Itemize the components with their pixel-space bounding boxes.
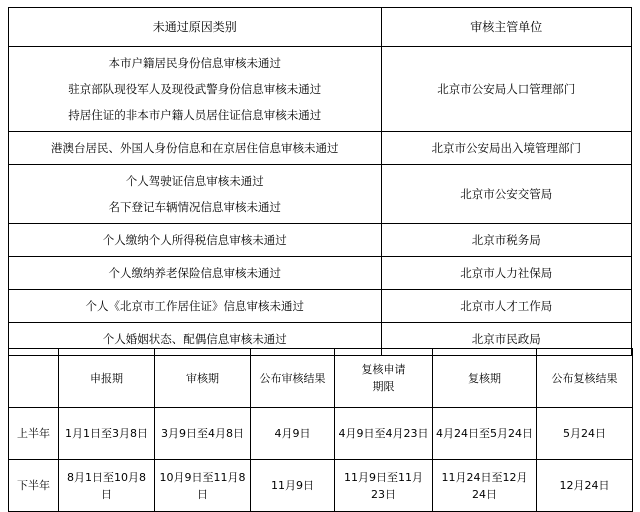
header-period (9, 349, 59, 408)
header-publish-review-result: 公布审核结果 (251, 349, 335, 408)
dept-cell: 北京市税务局 (381, 224, 631, 257)
row-label: 上半年 (9, 408, 59, 460)
cell-publish-recheck-result: 5月24日 (537, 408, 633, 460)
header-application-period: 申报期 (59, 349, 155, 408)
header-reason-category: 未通过原因类别 (9, 8, 382, 47)
cell-recheck-period: 4月24日至5月24日 (433, 408, 537, 460)
header-recheck-period: 复核期 (433, 349, 537, 408)
reason-line: 个人驾驶证信息审核未通过 (125, 174, 264, 188)
cell-recheck-period: 11月24日至12月24日 (433, 460, 537, 512)
reason-line: 驻京部队现役军人及现役武警身份信息审核未通过 (68, 82, 322, 96)
cell-publish-review-result: 4月9日 (251, 408, 335, 460)
reason-line: 个人缴纳养老保险信息审核未通过 (108, 266, 282, 280)
row-label: 下半年 (9, 460, 59, 512)
cell-application-period: 8月1日至10月8日 (59, 460, 155, 512)
reason-line: 名下登记车辆情况信息审核未通过 (108, 200, 282, 214)
reason-cell (9, 165, 382, 224)
reason-line: 本市户籍居民身份信息审核未通过 (108, 56, 282, 70)
cell-recheck-application-deadline: 4月9日至4月23日 (335, 408, 433, 460)
header-review-period: 审核期 (155, 349, 251, 408)
cell-review-period: 3月9日至4月8日 (155, 408, 251, 460)
reason-cell (9, 257, 382, 290)
table-row (9, 290, 632, 323)
table-row (9, 47, 632, 132)
audit-reasons-table (8, 7, 632, 356)
dept-cell: 北京市公安局人口管理部门 (381, 47, 631, 132)
cell-publish-review-result: 11月9日 (251, 460, 335, 512)
table-row (9, 224, 632, 257)
header-publish-recheck-result: 公布复核结果 (537, 349, 633, 408)
reason-line: 个人缴纳个人所得税信息审核未通过 (102, 233, 287, 247)
dept-cell: 北京市公安交管局 (381, 165, 631, 224)
dept-cell: 北京市人才工作局 (381, 290, 631, 323)
header-line: 期限 (372, 380, 395, 393)
reason-line: 个人婚姻状态、配偶信息审核未通过 (102, 332, 287, 346)
table-row (9, 165, 632, 224)
reason-cell (9, 47, 382, 132)
reason-line: 个人《北京市工作居住证》信息审核未通过 (85, 299, 305, 313)
schedule-table (8, 348, 633, 512)
reason-cell (9, 224, 382, 257)
dept-cell: 北京市人力社保局 (381, 257, 631, 290)
reason-line: 港澳台居民、外国人身份信息和在京居住信息审核未通过 (51, 141, 339, 155)
reason-cell (9, 132, 382, 165)
header-line: 复核申请 (361, 363, 406, 376)
header-responsible-dept: 审核主管单位 (381, 8, 631, 47)
cell-publish-recheck-result: 12月24日 (537, 460, 633, 512)
dept-cell: 北京市民政局 (381, 323, 631, 356)
cell-review-period: 10月9日至11月8日 (155, 460, 251, 512)
schedule-header-row (9, 349, 633, 408)
reason-cell (9, 290, 382, 323)
cell-application-period: 1月1日至3月8日 (59, 408, 155, 460)
table-row (9, 132, 632, 165)
reason-line: 持居住证的非本市户籍人员居住证信息审核未通过 (68, 108, 322, 122)
table-row (9, 257, 632, 290)
table-row (9, 408, 633, 460)
header-recheck-application-deadline (335, 349, 433, 408)
table-header-row (9, 8, 632, 47)
cell-recheck-application-deadline: 11月9日至11月23日 (335, 460, 433, 512)
table-row (9, 460, 633, 512)
dept-cell: 北京市公安局出入境管理部门 (381, 132, 631, 165)
